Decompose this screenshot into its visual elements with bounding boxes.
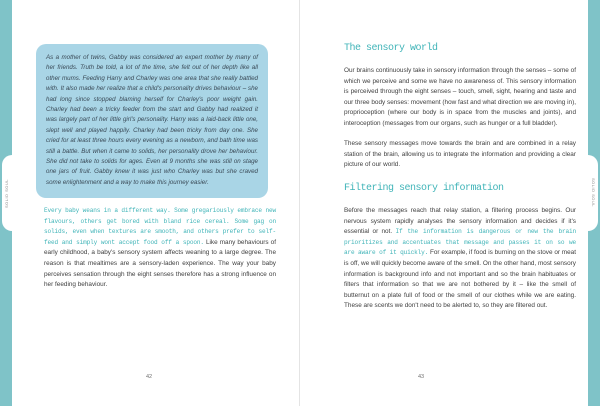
left-page — [12, 0, 300, 406]
right-tab-label: SOLID SOUL — [591, 178, 596, 208]
paragraph-filtering — [344, 206, 576, 312]
right-page — [300, 0, 588, 406]
case-study-box — [36, 44, 268, 198]
page-number-right: 43 — [418, 374, 425, 380]
case-study-text: As a mother of twins, Gabby was considered an expert mother by many of her friends. Truth be told, a lot of the time, she felt out of her depth like all other mums. Feeding Harry and Charley was one area that she really battled with. It also made her realize that a child's personality drives behaviour – she had long since stopped blaming herself for Charley's poor weight gain. Charley had been a tricky feeder from the start and Gabby had realized it was largely part of her little girl's personality. Harry was a laid-back little one, slept well and played happily. Charley had been tricky from day one. She cried for at least three hours every evening as a newborn, and bath time was still a battle. But when it came to solids, her personality drove her behaviour. She did not take to solids for ages. Even at 9 months she was still on stage one jars of fruit. Gabby knew it was just who Charley was but she craved some enlightenment and a way to make this journey easier. — [46, 54, 258, 186]
filtering-accent: If the information is dangerous or new the brain prioritizes and accentuates that message and passes it on so we are aware of it quickly. — [344, 228, 576, 257]
heading-filtering: Filtering sensory information — [344, 183, 504, 194]
paragraph-relay: These sensory messages move towards the brain and are combined in a relay station of the brain, allowing us to integrate the information and providing a clear picture of our world. — [344, 140, 576, 169]
left-body-text — [44, 206, 276, 291]
left-body-accent: Every baby weans in a different way. Some gregariously embrace new flavours, others get bored with bland rice cereal. Some gag on solids, even when textures are smooth, and others prefer to self-feed and simply wont accept food off a spoon. — [44, 207, 276, 246]
heading-sensory-world: The sensory world — [344, 43, 438, 54]
left-tab-label: SOLID SOUL — [4, 178, 9, 208]
page-number-left: 42 — [146, 374, 153, 380]
paragraph-senses: Our brains continuously take in sensory information through the senses – some of which we perceive and some we have no awareness of. This sensory information is perceived through the eight senses – touch, smell, sight, hearing and taste and our three body senses: movement (how fast and what direction we are moving in), proprioception (where our body is in space from the muscles and joints), and interoception (messages from our organs, such as hunger or a full bladder). — [344, 67, 576, 127]
left-body-rest: Like many behaviours of early childhood, a baby's sensory system affects weaning to a large degree. The reason is that mealtimes are a sensory-laden experience. The way your baby perceives sensation through the eight senses therefore has a strong influence on her feeding behaviour. — [44, 238, 276, 289]
filtering-text-b: For example, if food is burning on the stove or meat is off, we will quickly become aware of the smell. On the other hand, most sensory information is background info and not important and so the brain habituates or filters that information so that we are not bothered by it – like the smell of butternut on a plate full of food or the smell of our clothes while we are eating. These are scents we don't need to be alerted to, so they are filtered out. — [344, 249, 576, 310]
filtering-text-a: Before the messages reach that relay station, a filtering process begins. Our nervous system rapidly analyses the sensory information and decides if it's essential or not. — [344, 207, 576, 236]
